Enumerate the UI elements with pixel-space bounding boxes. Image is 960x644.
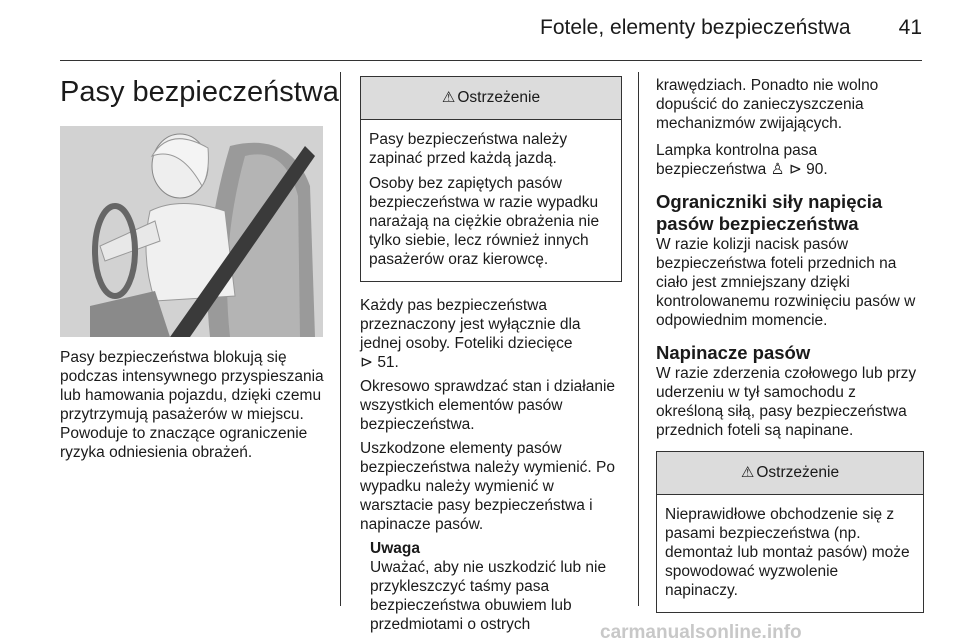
warning-header [361,77,621,120]
reference-arrow-icon: ⊳ [788,161,802,178]
intro-paragraph: Pasy bezpieczeństwa blokują się podczas intensywnego przyspieszania lub hamowania pojazdu, dzięki czemu przytrzymują pasażerów w miejscu. Powoduje to znaczące ograniczenie ryzyka odniesienia obrażeń. [60,349,324,461]
pretensioners-text: W razie zderzenia czołowego lub przy uderzeniu w tył samochodu z określoną siłą, pasy bezpieczeństwa przednich foteli są napinane. [656,365,917,439]
warning-triangle-icon: ⚠ [740,464,755,481]
warning-title: Ostrzeżenie [457,89,541,106]
warning-paragraph: Osoby bez zapiętych pasów bezpieczeństwa w razie wypadku narażają na ciężkie obrażenia nie tylko siebie, lecz również innych pasażerów oraz kierowcę. [369,175,600,268]
force-limiters-text: W razie kolizji nacisk pasów bezpieczeństwa foteli przednich na ciało jest zmniejszany dzięki kontrolowanemu rozwinięciu pasów w odpowiednim momencie. [656,236,916,329]
warning-box [656,451,924,613]
reference-page: 51. [377,354,399,371]
illustration-driver-seatbelt-icon [60,126,323,337]
section-title: Pasy bezpieczeństwa [60,76,339,108]
paragraph-replace: Uszkodzone elementy pasów bezpieczeństwa należy wymienić. Po wypadku należy wymienić w warsztacie pasy bezpieczeństwa i napinacze pasów. [360,440,616,533]
note-continuation: krawędziach. Ponadto nie wolno dopuścić do zanieczyszczenia mechanizmów zwijających. [656,77,879,132]
heading-force-limiters: Ograniczniki siły napięcia pasów bezpieczeństwa [656,191,883,234]
warning-box [360,76,622,282]
note-text: Uważać, aby nie uszkodzić lub nie przykleszczyć taśmy pasa bezpieczeństwa obuwiem lub przedmiotami o ostrych [370,559,607,633]
warning-body [657,495,923,612]
warning-body [361,120,621,281]
right-column [656,76,924,613]
warning-paragraph: Nieprawidłowe obchodzenie się z pasami bezpieczeństwa (np. demontaż lub montaż pasów) może spowodować wyzwolenie napinaczy. [665,506,910,599]
note-title: Uwaga [370,540,420,557]
warning-header [657,452,923,495]
lamp-text: Lampka kontrolna pasa bezpieczeństwa [656,142,818,178]
warning-title: Ostrzeżenie [756,464,840,481]
lamp-paragraph [656,141,924,179]
note-block [370,539,622,634]
reference-arrow-icon: ⊳ [360,354,373,371]
page-number: 41 [898,16,922,39]
column-divider-left [340,72,341,606]
warning-triangle-icon: ⚠ [441,89,456,106]
seatbelt-illustration [60,126,323,337]
middle-column [360,76,622,634]
column-divider-right [638,72,639,606]
header-divider [60,60,922,61]
warning-paragraph: Pasy bezpieczeństwa należy zapinać przed każdą jazdą. [369,131,568,167]
lamp-reference: 90. [806,161,828,178]
watermark: carmanualsonline.info [600,622,802,643]
paragraph-inspect: Okresowo sprawdzać stan i działanie wszystkich elementów pasów bezpieczeństwa. [360,378,616,433]
paragraph-one-text: Każdy pas bezpieczeństwa przeznaczony jest wyłącznie dla jednej osoby. Foteliki dziecięce [360,297,581,352]
paragraph-one-person [360,296,622,372]
left-column [60,348,330,467]
seatbelt-warning-icon: ♙ [770,161,785,178]
page-header-title: Fotele, elementy bezpieczeństwa [540,16,851,39]
heading-pretensioners: Napinacze pasów [656,342,811,363]
